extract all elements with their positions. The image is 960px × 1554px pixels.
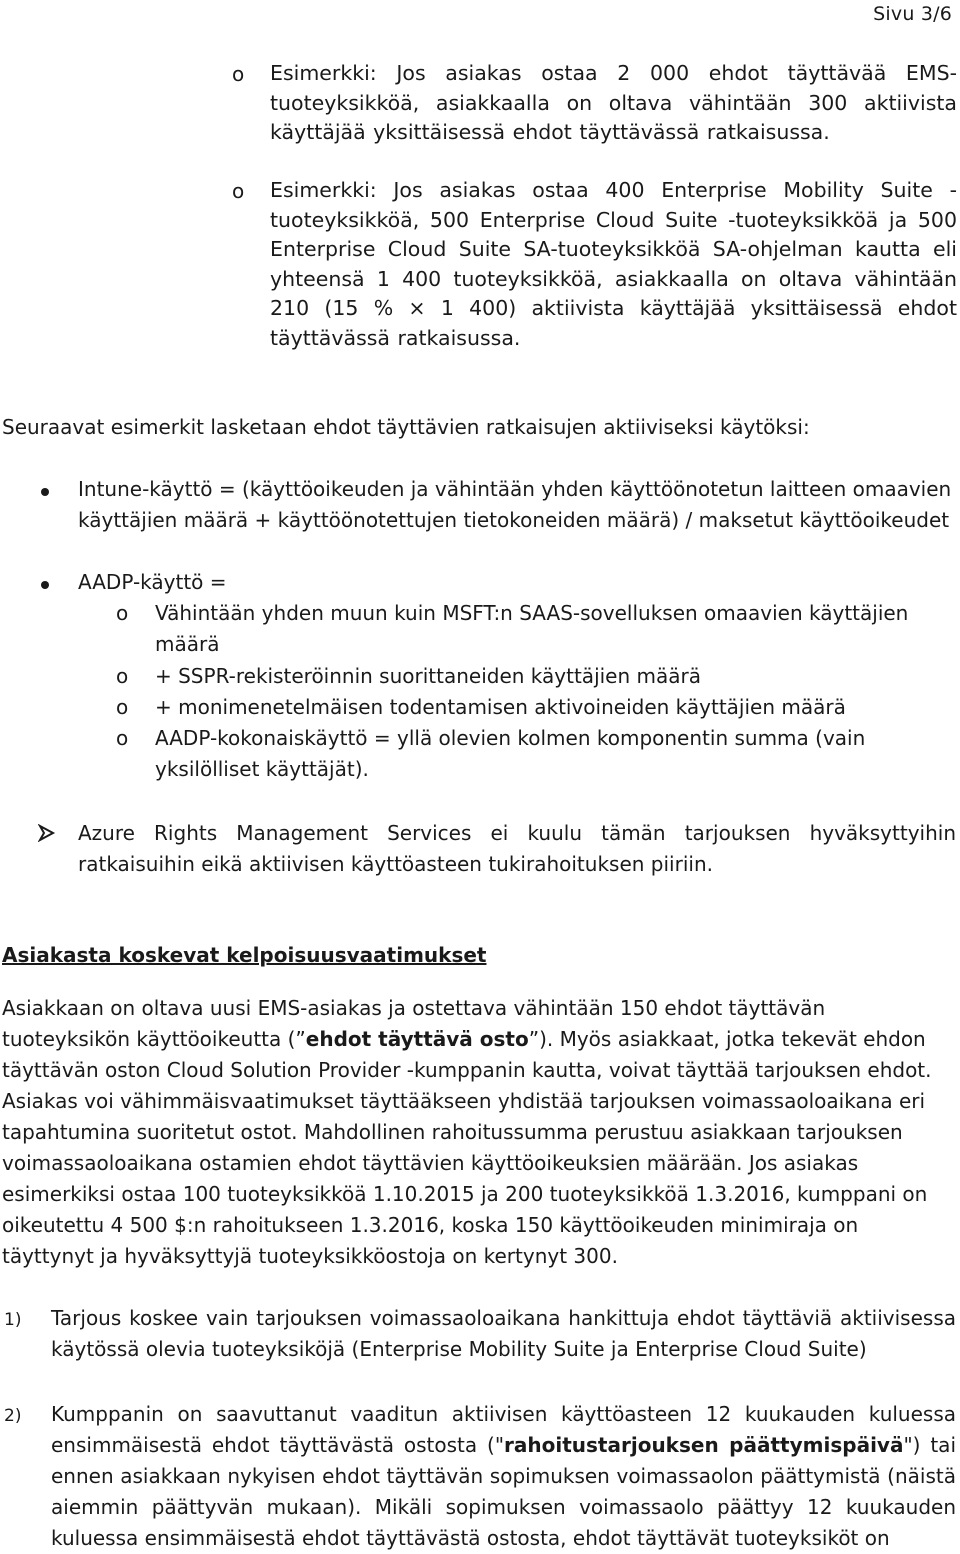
example-marker: o [232,179,245,203]
sub-bullet-item: AADP-kokonaiskäyttö = yllä olevien kolmen komponentin summa (vain yksilölliset käyttäjät). [155,726,866,781]
sub-bullet-marker: o [116,726,129,750]
sub-bullet-item: + SSPR-rekisteröinnin suorittaneiden käyttäjien määrä [155,664,701,688]
list-number: 1) [4,1310,22,1330]
sub-bullet-item: Vähintään yhden muun kuin MSFT:n SAAS-sovelluksen omaavien käyttäjien määrä [155,601,909,656]
bullet-item: AADP-käyttö = [78,570,227,594]
arrow-note: Azure Rights Management Services ei kuulu tämän tarjouksen hyväksyttyihin ratkaisuihin eikä aktiivisen käyttöasteen tukirahoituksen piiriin. [78,821,956,876]
arrow-bullet-icon [38,824,56,842]
intro-text: Seuraavat esimerkit lasketaan ehdot täyttävien ratkaisujen aktiiviseksi käytöksi: [2,415,810,439]
eligibility-bold: ehdot täyttävä osto [305,1027,529,1051]
numbered-text-1: Kumppanin on saavuttanut vaaditun aktiivisen käyttöasteen 12 kuukauden kuluessa ensimmäisestä ehdot täyttävästä ostosta (" [51,1402,956,1457]
eligibility-text-2: ”). Myös asiakkaat, jotka tekevät ehdon täyttävän oston Cloud Solution Provider -kumppanin kautta, voivat täyttää tarjouksen ehdot. Asiakas voi vähimmäisvaatimukset täyttääkseen yhdistää tarjouksen voimassaoloaikana eri tapahtumina suoritetut ostot. Mahdollinen rahoitussumma perustuu asiakkaan tarjouksen voimassaoloaikana ostamien ehdot täyttävien käyttöoikeuksien määrään. Jos asiakas esimerkiksi ostaa 100 tuoteyksikköä 1.10.2015 ja 200 tuoteyksikköä 1.3.2016, kumppani on oikeutettu 4 500 $:n rahoitukseen 1.3.2016, koska 150 käyttöoikeuden minimiraja on täyttynyt ja hyväksyttyjä tuoteyksikköostoja on kertynyt 300. [2,1027,932,1268]
sub-bullet-marker: o [116,601,129,625]
example-paragraph: Esimerkki: Jos asiakas ostaa 2 000 ehdot täyttävää EMS-tuoteyksikköä, asiakkaalla on oltava vähintään 300 aktiivista käyttäjää yksittäisessä ehdot täyttävässä ratkaisussa. [270,61,957,145]
sub-bullet-marker: o [116,664,129,688]
section-heading: Asiakasta koskevat kelpoisuusvaatimukset [2,943,487,967]
eligibility-text-1: Asiakkaan on oltava uusi EMS-asiakas ja ostettava vähintään 150 ehdot täyttävän tuoteyksikön käyttöoikeutta (” [2,996,826,1051]
sub-bullet-marker: o [116,695,129,719]
list-number: 2) [4,1406,22,1426]
example-paragraph: Esimerkki: Jos asiakas ostaa 400 Enterprise Mobility Suite -tuoteyksikköä, 500 Enterprise Cloud Suite -tuoteyksikköä ja 500 Enterprise Cloud Suite SA-tuoteyksikköä SA-ohjelman kautta eli yhteensä 1 400 tuoteyksikköä, asiakkaalla on oltava vähintään 210 (15 % × 1 400) aktiivista käyttäjää yksittäisessä ehdot täyttävässä ratkaisussa. [270,178,957,350]
bullet-dot [41,581,49,589]
example-marker: o [232,62,245,86]
bullet-item: Intune-käyttö = (käyttöoikeuden ja vähintään yhden käyttöönotetun laitteen omaavien käyttäjien määrä + käyttöönotettujen tietokoneiden määrä) / maksetut käyttöoikeudet [78,477,952,532]
numbered-item: Tarjous koskee vain tarjouksen voimassaoloaikana hankittuja ehdot täyttäviä aktiivisessa käytössä olevia tuoteyksiköjä (Enterprise Mobility Suite ja Enterprise Cloud Suite) [51,1306,956,1361]
numbered-text-2: ") tai ennen asiakkaan nykyisen ehdot täyttävän sopimuksen voimassaolon päättymistä (näistä aiemmin päättyvän mukaan). Mikäli sopimuksen voimassaolo päättyy 12 kuukauden kuluessa ensimmäisestä ehdot täyttävästä ostosta, ehdot täyttävät tuoteyksiköt on [51,1433,956,1550]
page-number: Sivu 3/6 [873,3,952,25]
numbered-bold: rahoitustarjouksen päättymispäivä [504,1433,904,1457]
bullet-dot [41,488,49,496]
sub-bullet-item: + monimenetelmäisen todentamisen aktivoineiden käyttäjien määrä [155,695,846,719]
eligibility-paragraph [2,993,956,1272]
numbered-item [51,1399,956,1554]
